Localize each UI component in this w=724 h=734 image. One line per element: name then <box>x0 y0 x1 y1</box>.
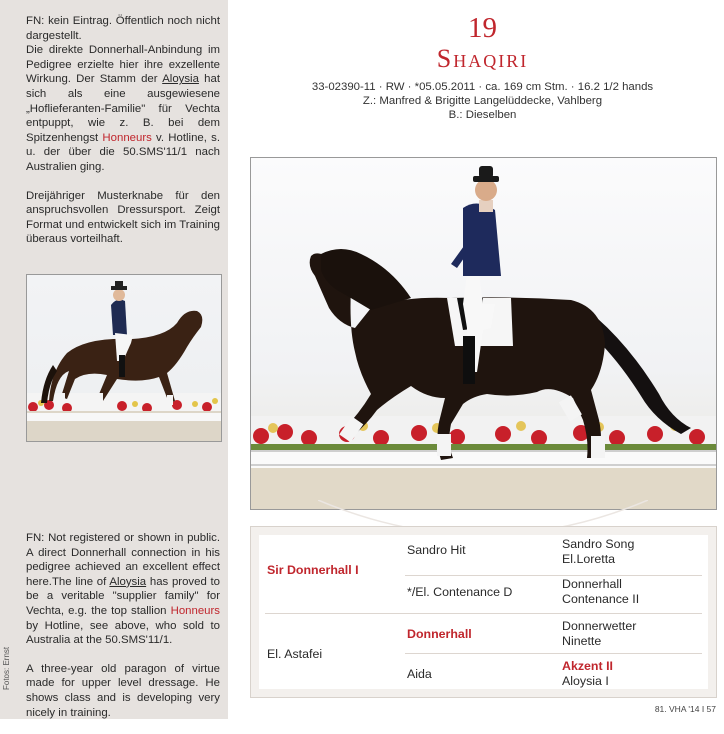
pedigree-divider <box>265 613 702 614</box>
pedigree-dam-dam: Aida <box>407 667 432 681</box>
pedigree-table <box>250 526 717 698</box>
lot-number: 19 <box>468 12 497 44</box>
pedigree-sire: Sir Donnerhall I <box>267 563 359 577</box>
horse-photo-small <box>26 274 222 442</box>
german-description: FN: kein Eintrag. Öffentlich noch nicht dargestellt. Die direkte Donnerhall-Anbindung im Pedigree erzielte hier ihre exzellente Wirkung. Der Stamm der Aloysia hat sich als eine ausgewiesene „Hoflieferanten-Familie" für Vechta entpuppt, wie z. B. bei dem Spitzenhengst Honneurs v. Hotline, s. u. der über die 50.SMS'11/1 nach Australien ging. Dreijähriger Musterknabe für den anspruchsvollen Dressursport. Zeigt Format und entwickelt sich im Training überaus vorteilhaft. <box>26 15 220 246</box>
horse-name: Shaqiri <box>436 44 529 73</box>
english-paragraph-2: A three-year old paragon of virtue made for upper level dressage. He shows class and is developing very nicely in training. <box>26 662 220 719</box>
horse-illustration-main <box>251 158 716 509</box>
owner-line: B.: Dieselben <box>448 109 517 121</box>
pedigree-sire-dam: */El. Contenance D <box>407 585 513 599</box>
pedigree-dam: El. Astafei <box>267 647 323 661</box>
page-footer: 81. VHA '14 I 57 <box>654 704 716 714</box>
honneurs-highlight-de: Honneurs <box>102 131 152 144</box>
pedigree-inner <box>259 535 708 689</box>
horse-illustration-small <box>27 275 221 441</box>
pedigree-dam-sire: Donnerhall <box>407 627 472 641</box>
english-description: FN: Not registered or shown in public. A direct Donnerhall connection in his pedigree achieved an excellent effect here.The line of Aloysia has proved to be a veritable "supplier family" for Vechta, e.g. the top stallion Honneurs by Hotline, see above, who sold to Australia at the 50.SMS'11/1. A three-year old paragon of virtue made for upper level dressage. He shows class and is developing very nicely in training. <box>26 532 221 719</box>
german-paragraph-2: Dreijähriger Musterknabe für den anspruchsvollen Dressursport. Zeigt Format und entwickelt sich im Training überaus vorteilhaft. <box>26 189 220 246</box>
aloysia-link-de: Aloysia <box>162 73 199 86</box>
horse-details: 33-02390-11 · RW · *05.05.2011 · ca. 169 cm Stm. · 16.2 1/2 hands <box>311 81 654 93</box>
pedigree-g3-4: Akzent II Aloysia I <box>562 659 613 688</box>
pedigree-g3-2: Donnerhall Contenance II <box>562 577 640 606</box>
pedigree-divider <box>405 575 702 576</box>
honneurs-highlight-en: Honneurs <box>170 604 220 617</box>
pedigree-g3-3: Donnerwetter Ninette <box>562 619 637 648</box>
horse-photo-main <box>250 157 717 510</box>
german-fn-note: FN: kein Eintrag. Öffentlich noch nicht dargestellt. <box>26 15 220 42</box>
photo-credit: Fotos: Ernst <box>2 646 11 690</box>
aloysia-link-en: Aloysia <box>109 575 147 588</box>
pedigree-g3-1: Sandro Song El.Loretta <box>562 537 635 566</box>
pedigree-sire-sire: Sandro Hit <box>407 543 466 557</box>
pedigree-divider <box>405 653 702 654</box>
breeder-line: Z.: Manfred & Brigitte Langelüddecke, Vahlberg <box>362 95 603 107</box>
